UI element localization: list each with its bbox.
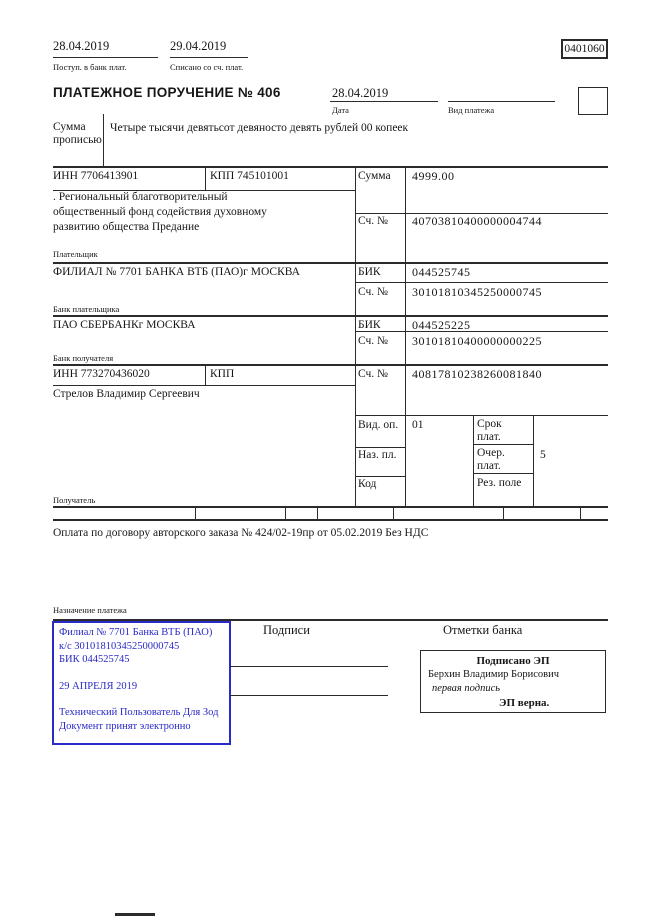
payment-term-label-line2: плат. <box>477 431 501 443</box>
table-border-line <box>355 415 608 416</box>
signature-line <box>230 695 388 696</box>
underline <box>53 57 158 58</box>
table-border-line <box>205 166 206 190</box>
table-border-line <box>473 473 533 474</box>
table-border-line <box>205 364 206 385</box>
table-border-line <box>473 444 533 445</box>
e-signature-stamp <box>420 650 606 713</box>
table-border-line <box>533 415 534 507</box>
table-border-line <box>53 519 608 521</box>
beneficiary-bank-name: ПАО СБЕРБАНКг МОСКВА <box>53 319 196 331</box>
payment-status-checkbox <box>578 87 608 115</box>
bank-stamp-line5: Технический Пользователь Для Зод <box>59 707 219 718</box>
divider-line <box>103 114 104 167</box>
code-label: Код <box>358 478 377 490</box>
form-code: 0401060 <box>564 43 605 55</box>
table-border-line <box>317 506 318 519</box>
payment-purpose-section-label: Назначение платежа <box>53 605 127 615</box>
amount-label: Сумма <box>358 170 391 182</box>
date-label: Дата <box>332 105 349 115</box>
payer-name-line2: общественный фонд содействия духовному <box>53 206 267 218</box>
payer-bank-section-label: Банк плательщика <box>53 304 120 314</box>
amount-in-words-label-line2: прописью <box>53 134 102 146</box>
beneficiary-bank-section-label: Банк получателя <box>53 353 114 363</box>
underline <box>330 101 438 102</box>
beneficiary-inn: ИНН 773270436020 <box>53 368 150 380</box>
table-border-line <box>53 262 608 264</box>
table-border-line <box>195 506 196 519</box>
amount-value: 4999.00 <box>412 169 455 183</box>
e-signature-name: Берхин Владимир Борисович <box>428 669 559 680</box>
bank-stamp-line2: к/с 30101810345250000745 <box>59 640 180 652</box>
payer-bank-account-label: Сч. № <box>358 286 389 298</box>
beneficiary-bank-bik-label: БИК <box>358 319 381 331</box>
debited-date: 29.04.2019 <box>170 39 227 53</box>
payment-kind-label: Вид платежа <box>448 105 495 115</box>
table-border-line <box>355 282 608 283</box>
beneficiary-bank-account: 30101810400000000225 <box>412 334 542 348</box>
table-border-line <box>393 506 394 519</box>
form-code-box <box>561 39 608 59</box>
payment-order-label <box>477 447 505 473</box>
payer-name-line3: развитию общества Предание <box>53 221 200 233</box>
received-in-bank-label: Поступ. в банк плат. <box>53 62 127 72</box>
table-border-line <box>53 166 608 168</box>
e-signature-note: первая подпись <box>432 683 501 694</box>
payer-bank-name: ФИЛИАЛ № 7701 БАНКА ВТБ (ПАО)г МОСКВА <box>53 266 300 278</box>
table-border-line <box>355 331 608 332</box>
table-border-line <box>355 447 405 448</box>
beneficiary-name: Стрелов Владимир Сергеевич <box>53 388 200 400</box>
received-in-bank-date: 28.04.2019 <box>53 39 110 53</box>
beneficiary-section-label: Получатель <box>53 495 96 505</box>
underline <box>170 57 248 58</box>
document-date: 28.04.2019 <box>332 86 389 100</box>
signatures-heading: Подписи <box>263 623 310 637</box>
beneficiary-bank-bik: 044525225 <box>412 318 471 332</box>
payer-bank-bik-label: БИК <box>358 266 381 278</box>
bank-stamp-line1: Филиал № 7701 Банка ВТБ (ПАО) <box>59 627 213 638</box>
operation-type-label: Вид. оп. <box>358 419 399 431</box>
payer-bank-bik: 044525745 <box>412 265 471 279</box>
table-border-line <box>355 476 405 477</box>
table-border-line <box>503 506 504 519</box>
amount-in-words-label <box>53 121 102 147</box>
e-signature-title: Подписано ЭП <box>476 655 550 667</box>
table-border-line <box>473 415 474 507</box>
table-border-line <box>53 315 608 317</box>
table-border-line <box>405 166 406 507</box>
stamp-spacer <box>59 693 224 706</box>
table-border-line <box>53 364 608 366</box>
payer-account-label: Сч. № <box>358 215 389 227</box>
document-title: ПЛАТЕЖНОЕ ПОРУЧЕНИЕ № 406 <box>53 85 281 100</box>
table-border-line <box>53 506 608 508</box>
payer-kpp: КПП 745101001 <box>210 170 289 182</box>
scan-artifact <box>115 913 155 916</box>
beneficiary-account-label: Сч. № <box>358 368 389 380</box>
beneficiary-bank-account-label: Сч. № <box>358 335 389 347</box>
table-border-line <box>355 166 356 507</box>
e-signature-verdict: ЭП верна. <box>499 697 550 709</box>
payer-section-label: Плательщик <box>53 249 98 259</box>
bank-marks-heading: Отметки банка <box>443 623 523 637</box>
bank-stamp-line4: 29 АПРЕЛЯ 2019 <box>59 680 138 692</box>
reserve-field-label: Рез. поле <box>477 477 522 489</box>
payer-account: 40703810400000004744 <box>412 214 542 228</box>
payment-order-label-line2: плат. <box>477 460 501 472</box>
operation-type-value: 01 <box>412 419 424 431</box>
amount-in-words-value: Четыре тысячи девятьсот девяносто девять рублей 00 копеек <box>110 122 409 134</box>
table-border-line <box>285 506 286 519</box>
signature-line <box>230 666 388 667</box>
payment-term-label <box>477 418 502 444</box>
payment-purpose-code-label: Наз. пл. <box>358 449 397 461</box>
stamp-spacer <box>59 667 224 680</box>
payment-purpose-text: Оплата по договору авторского заказа № 424/02-19пр от 05.02.2019 Без НДС <box>53 527 429 539</box>
table-border-line <box>580 506 581 519</box>
payer-inn: ИНН 7706413901 <box>53 170 139 182</box>
payment-order-value: 5 <box>540 449 546 461</box>
bank-blue-stamp <box>52 621 231 745</box>
payment-term-label-line1: Срок <box>477 418 502 430</box>
debited-label: Списано со сч. плат. <box>170 62 244 72</box>
payer-bank-account: 30101810345250000745 <box>412 285 542 299</box>
bank-stamp-line6: Документ принят электронно <box>59 720 191 732</box>
table-border-line <box>53 385 355 386</box>
payer-name-line1: . Региональный благотворительный <box>53 191 228 203</box>
bank-stamp-line3: БИК 044525745 <box>59 654 130 665</box>
beneficiary-kpp-label: КПП <box>210 368 235 380</box>
payment-order-label-line1: Очер. <box>477 447 505 459</box>
beneficiary-account: 40817810238260081840 <box>412 367 542 381</box>
underline <box>448 101 555 102</box>
amount-in-words-label-line1: Сумма <box>53 121 86 133</box>
